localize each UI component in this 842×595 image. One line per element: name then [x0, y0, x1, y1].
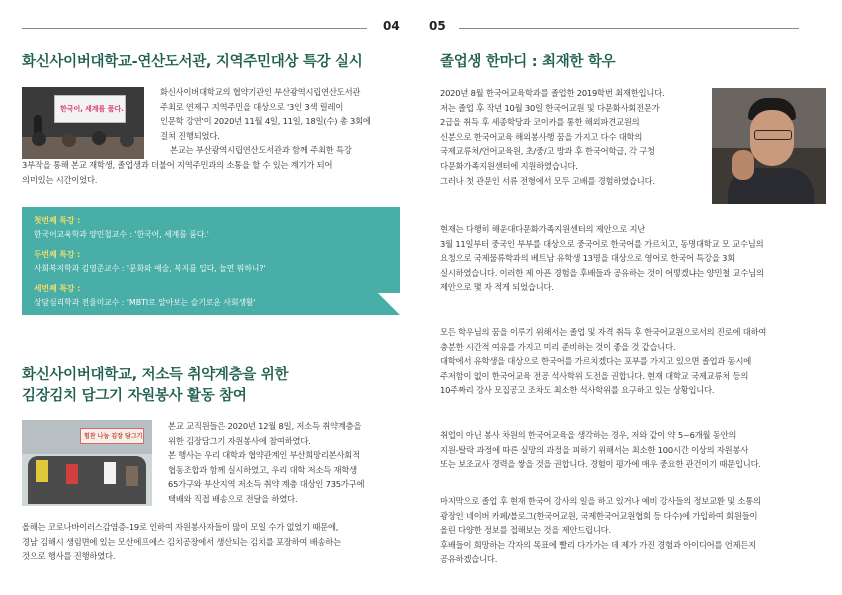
text-line: 모든 학우님의 꿈을 이루기 위해서는 졸업 및 자격 취득 후 한국어교원으로서의 진로에 대하여 — [440, 327, 767, 337]
text-line: 협동조합과 함께 실시하였고, 우리 대학 저소득 재학생 — [168, 464, 357, 475]
text-line: 대학에서 유학생을 대상으로 한국어를 가르치겠다는 포부를 가지고 있으면 졸업과 동시에 — [440, 356, 752, 367]
corner-cut — [378, 293, 400, 315]
right-page — [421, 0, 842, 595]
text-line: 국제교류처/언어교육원, 초/중/고 방과 후 한국어학급, 각 구청 — [440, 146, 655, 157]
article1-title: 화신사이버대학교-연산도서관, 지역주민대상 특강 실시 — [22, 54, 363, 70]
paragraph-4 — [440, 428, 832, 472]
text-line: 충분한 시간적 여유를 가지고 미리 준비하는 것이 좋을 것 같습니다. — [440, 341, 676, 352]
paragraph-1 — [440, 86, 708, 188]
article2-title-line2: 김장김치 담그기 자원봉사 활동 참여 — [22, 388, 247, 404]
text-line: 현재는 다행히 해운대다문화가족지원센터의 제안으로 지난 — [440, 224, 646, 234]
article1-body-full — [22, 158, 412, 187]
text-line: 취업이 아닌 봉사 차원의 한국어교육을 생각하는 경우, 저와 같이 약 5~6개월 동안의 — [440, 430, 737, 440]
lecture-photo — [22, 87, 144, 159]
text-line: 3월 11일부터 중국인 부부를 대상으로 중국어로 한국어를 가르치고, 동명대학교 모 교수님의 — [440, 238, 764, 249]
text-line: 제안으로 몇 자 적게 되었습니다. — [440, 282, 554, 293]
article1-body-right — [160, 85, 410, 158]
lecture-label: 두번째 특강 : — [34, 250, 81, 259]
text-line: 위한 김장담그기 자원봉사에 참여하였다. — [168, 435, 311, 446]
text-line: 것으로 행사를 진행하였다. — [22, 551, 116, 562]
paragraph-5 — [440, 494, 832, 567]
page-number: 04 — [383, 19, 400, 33]
text-line: 경남 김해시 생림면에 있는 모산에프에스 김치공장에서 생산되는 김치를 포장하여 배송하는 — [22, 536, 341, 547]
text-line: 10주짜리 강사 모집공고 조차도 최소한 석사학위를 요구하고 있는 상황입니다. — [440, 385, 715, 396]
glasses-icon — [754, 130, 792, 140]
text-line: 3부작을 통해 본교 재학생, 졸업생과 더불어 지역주민과의 소통을 할 수 있는 계기가 되어 — [22, 160, 333, 170]
lecture-text: 한국어교육학과 양민철교수 : '한국어, 세계를 품다.' — [34, 230, 209, 239]
article2-body-right — [168, 419, 413, 507]
text-line: 65가구와 부산지역 저소득 취약 계층 대상인 735가구에 — [168, 479, 365, 490]
screen-text-a: 한국어, — [60, 105, 83, 113]
header-rule — [22, 28, 367, 29]
banner-text: 힘찬 나눔 김장 담그기 — [84, 433, 143, 440]
page-number: 05 — [429, 19, 446, 33]
text-line: 그러나 첫 관문인 서류 전형에서 모두 고배를 경험하였습니다. — [440, 175, 655, 186]
article2-body-full — [22, 520, 414, 564]
event-banner — [80, 428, 144, 444]
text-line: 걸쳐 진행되었다. — [160, 130, 220, 141]
text-line: 의미있는 시간이었다. — [22, 174, 98, 185]
text-line: 화신사이버대학교의 협약기관인 부산광역시립연산도서관 — [160, 87, 361, 97]
text-line: 인문학 강연'이 2020년 11월 4일, 11일, 18일(수) 총 3회에 — [160, 116, 371, 127]
volunteer-photo — [22, 420, 152, 506]
paragraph-2 — [440, 222, 832, 295]
text-line: 광장인 네이버 카페/블로그(한국어교원, 국제한국어교원협회 등 다수)에 가입하여 회원들이 — [440, 510, 758, 521]
text-line: 올해는 코로나바이러스감염증-19로 인하여 자원봉사자들이 많이 모일 수가 없었기 때문에, — [22, 522, 339, 532]
text-line: 저는 졸업 후 작년 10월 30일 한국어교원 및 다문화사회전문가 — [440, 102, 660, 113]
lecture-text: 사회복지학과 김영준교수 : '문화와 예술, 복지를 입다, 놀면 뭐하니?' — [34, 264, 266, 273]
graduate-title: 졸업생 한마디 : 최재한 학우 — [440, 54, 616, 70]
text-line: 실시하였습니다. 이러한 제 아픈 경험을 후배들과 공유하는 것이 어떻겠냐는 양민철 교수님의 — [440, 267, 764, 278]
text-line: 다문화가족지원센터에 지원하였습니다. — [440, 160, 578, 171]
text-line: 주최로 연제구 지역주민을 대상으로 '3인 3색 릴레이 — [160, 101, 344, 112]
text-line: 또는 보조교사 경력을 쌓을 것을 권합니다. 경험이 평가에 매우 중요한 관건이기 때문입니다. — [440, 459, 761, 470]
paragraph-3 — [440, 325, 832, 398]
lecture-label: 첫번째 특강 : — [34, 216, 81, 225]
portrait-hand — [732, 150, 754, 180]
projection-screen — [54, 95, 126, 123]
text-line: 마지막으로 졸업 후 현재 한국어 강사의 일을 하고 있거나 예비 강사들의 정보교환 및 소통의 — [440, 496, 761, 506]
text-line: 신분으로 한국어교육 해외봉사행 꿈을 가지고 다수 대학의 — [440, 131, 643, 142]
text-line: 지원-탈락 과정에 따른 실망의 과정을 피하기 위해서는 최소한 100시간 이상의 자원봉사 — [440, 444, 749, 455]
text-line: 공유하겠습니다. — [440, 554, 498, 565]
lecture-text: 상담심리학과 전율미교수 : 'MBTI로 알아보는 슬기로운 사회생활' — [34, 298, 256, 307]
screen-text-b: 세계를 품다. — [85, 105, 124, 113]
text-line: 2급을 취득 후 세종학당과 코이카를 통한 해외파견교원의 — [440, 117, 640, 128]
text-line: 후배들이 희망하는 각자의 목표에 빨리 다가가는 데 제가 가진 경험과 아이디어를 언제든지 — [440, 539, 756, 550]
lecture-list-box — [22, 207, 400, 315]
text-line: 본 행사는 우리 대학과 협약관계인 부산희망리본사회적 — [168, 450, 360, 461]
lecture-label: 세번째 특강 : — [34, 284, 81, 293]
text-line: 택배와 직접 배송으로 전달을 하였다. — [168, 493, 298, 504]
text-line: 본교는 부산광역시립연산도서관과 함께 주최한 특강 — [170, 145, 352, 156]
text-line: 본교 교직원들은 2020년 12월 8일, 저소득 취약계층을 — [168, 421, 362, 431]
text-line: 요청으로 국제물류학과의 베트남 유학생 13명을 대상으로 영어로 한국어 특강을 3회 — [440, 253, 736, 264]
text-line: 2020년 8월 한국어교육학과를 졸업한 2019학번 최재한입니다. — [440, 88, 665, 98]
text-line: 주저함이 없이 한국어교육 전공 석사학위 도전을 권합니다. 현재 대학교 국제교류처 등의 — [440, 370, 749, 381]
header-rule — [459, 28, 799, 29]
text-line: 올린 다양한 정보를 접해보는 것을 제안드립니다. — [440, 525, 611, 536]
article2-title-line1: 화신사이버대학교, 저소득 취약계층을 위한 — [22, 367, 289, 383]
portrait-photo — [712, 88, 826, 204]
